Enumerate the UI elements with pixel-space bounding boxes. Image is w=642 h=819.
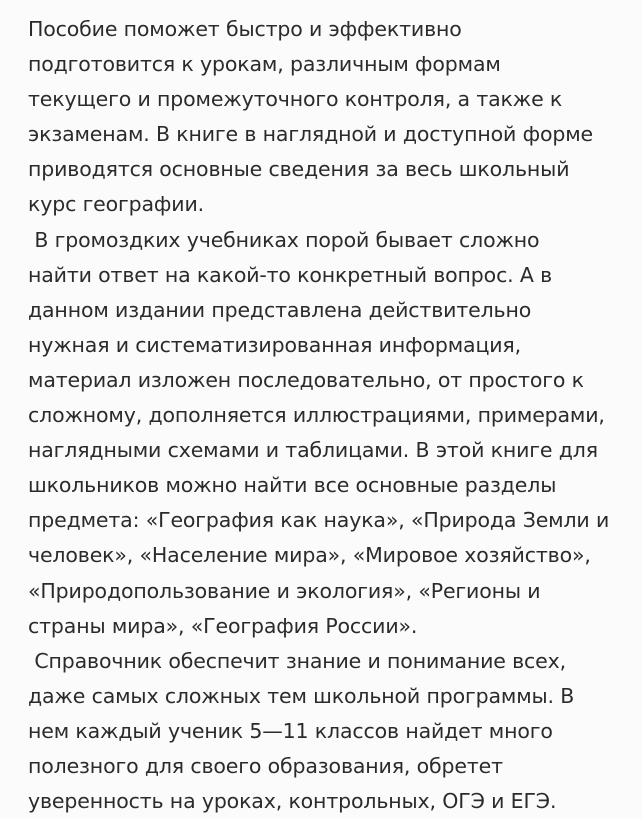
text-line: страны мира», «География России». <box>28 613 418 638</box>
text-line: подготовится к урокам, различным формам <box>28 52 501 77</box>
text-line: уверенность на уроках, контрольных, ОГЭ и ЕГЭ. <box>28 789 557 814</box>
text-line: сложному, дополняется иллюстрациями, примерами, <box>28 403 605 428</box>
text-line: полезного для своего образования, обретет <box>28 753 503 778</box>
text-line: курс географии. <box>28 192 205 217</box>
text-line: предмета: «География как наука», «Природа Земли и <box>28 508 610 533</box>
text-line: «Природопользование и экология», «Регионы и <box>28 578 541 603</box>
text-line: данном издании представлена действительно <box>28 297 532 322</box>
text-line: В громоздких учебниках порой бывает сложно <box>28 227 540 252</box>
document-body <box>28 12 636 819</box>
text-line: даже самых сложных тем школьной программы. В <box>28 683 575 708</box>
text-line: экзаменам. В книге в наглядной и доступной форме <box>28 122 593 147</box>
text-line: текущего и промежуточного контроля, а также к <box>28 87 563 112</box>
text-line: материал изложен последовательно, от простого к <box>28 367 584 392</box>
text-line: наглядными схемами и таблицами. В этой книге для <box>28 438 598 463</box>
text-line: Справочник обеспечит знание и понимание всех, <box>28 648 566 673</box>
text-line: школьников можно найти все основные разделы <box>28 473 557 498</box>
text-line: нужная и систематизированная информация, <box>28 332 521 357</box>
text-line: человек», «Население мира», «Мировое хозяйство», <box>28 543 591 568</box>
text-line: приводятся основные сведения за весь школьный <box>28 157 570 182</box>
text-line: Пособие поможет быстро и эффективно <box>28 17 462 41</box>
text-line: найти ответ на какой-то конкретный вопрос. А в <box>28 262 553 287</box>
text-line: нем каждый ученик 5—11 классов найдет много <box>28 718 553 743</box>
